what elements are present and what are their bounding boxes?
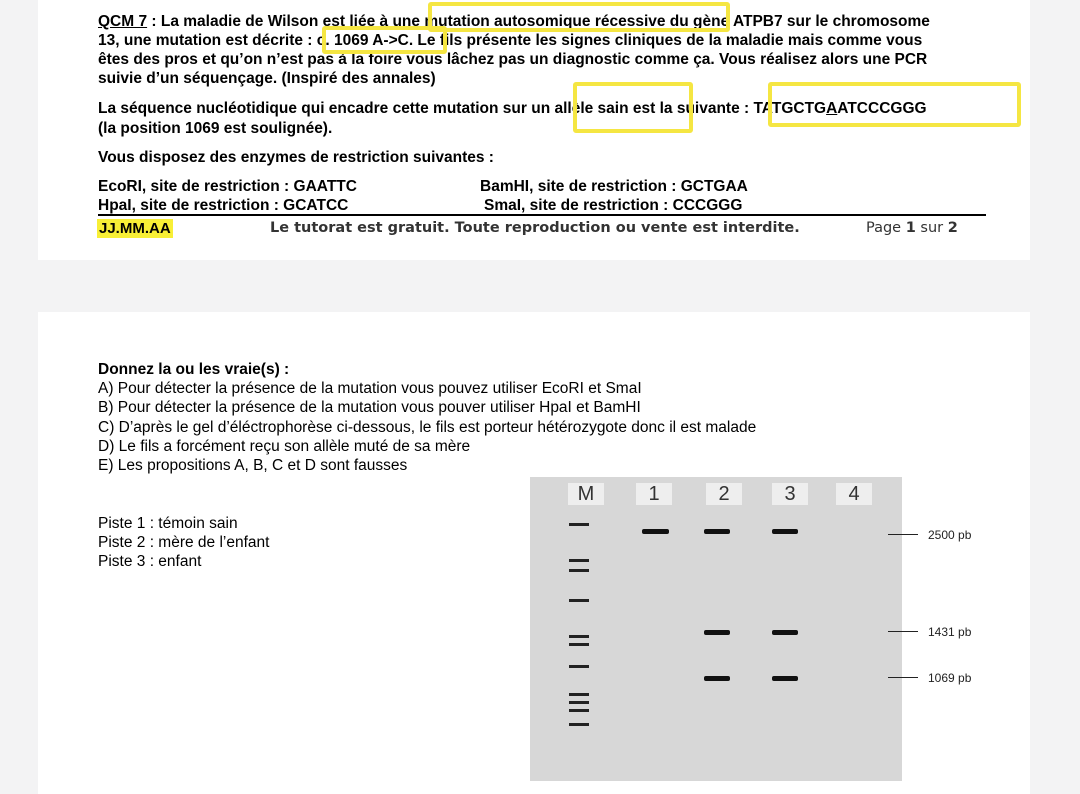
ladder-mark <box>569 523 589 526</box>
lane-legend-2: Piste 2 : mère de l’enfant <box>98 534 270 551</box>
footer-notice: Le tutorat est gratuit. Toute reproduction ou vente est interdite. <box>270 220 800 236</box>
ladder-mark <box>569 665 589 668</box>
ladder-mark <box>569 643 589 646</box>
band-lane3-1431 <box>772 630 798 635</box>
question-title: Donnez la ou les vraie(s) : <box>98 361 290 378</box>
size-label-1069: 1069 pb <box>928 671 972 685</box>
lane-legend-3: Piste 3 : enfant <box>98 553 202 570</box>
size-label-1431: 1431 pb <box>928 625 972 639</box>
sequence-intro: La séquence nucléotidique qui encadre cette mutation sur un allèle sain est la suivante : <box>98 100 754 117</box>
sequence-after: ATCCCGGG <box>837 100 927 117</box>
qcm-line-1 <box>98 12 930 31</box>
option-c: C) D’après le gel d’éléctrophorèse ci-dessous, le fils est porteur hétérozygote donc il est malade <box>98 419 757 436</box>
lane-legend-1: Piste 1 : témoin sain <box>98 515 238 532</box>
band-lane2-1069 <box>704 676 730 681</box>
band-lane1-2500 <box>642 529 669 534</box>
lane-label-1: 1 <box>636 483 672 505</box>
lane-label-3: 3 <box>772 483 808 505</box>
footer-page-number: Page 1 sur 2 <box>866 220 958 236</box>
enzyme-ecori: EcoRI, site de restriction : GAATTC <box>98 178 357 195</box>
ladder-mark <box>569 709 589 712</box>
ladder-mark <box>569 569 589 572</box>
option-a: A) Pour détecter la présence de la mutation vous pouvez utiliser EcoRI et SmaI <box>98 380 642 397</box>
band-lane2-1431 <box>704 630 730 635</box>
option-b: B) Pour détecter la présence de la mutation vous pouver utiliser HpaI et BamHI <box>98 399 641 416</box>
ladder-mark <box>569 723 589 726</box>
size-label-2500: 2500 pb <box>928 528 972 542</box>
size-tick-2500 <box>888 534 918 535</box>
lane-label-2: 2 <box>706 483 742 505</box>
ladder-mark <box>569 559 589 562</box>
footer-rule <box>98 214 986 216</box>
qcm-text-1: : La maladie de Wilson est liée à une mutation autosomique récessive du gène ATPB7 sur le chromosome <box>147 13 930 30</box>
qcm-line-3: êtes des pros et qu’on n’est pas à la foire vous lâchez pas un diagnostic comme ça. Vous réalisez alors une PCR <box>98 51 928 68</box>
option-d: D) Le fils a forcément reçu son allèle muté de sa mère <box>98 438 471 455</box>
electrophoresis-gel <box>530 477 902 781</box>
enzyme-bamhi: BamHI, site de restriction : GCTGAA <box>480 178 748 195</box>
band-lane3-2500 <box>772 529 798 534</box>
ladder-mark <box>569 693 589 696</box>
qcm-line-4: suivie d’un séquençage. (Inspiré des annales) <box>98 70 436 87</box>
sequence-before: TATGCTG <box>753 100 827 117</box>
sequence-underlined-base: A <box>826 100 838 117</box>
ladder-mark <box>569 599 589 602</box>
size-tick-1431 <box>888 631 918 632</box>
qcm-line-2: 13, une mutation est décrite : c. 1069 A->C. Le fils présente les signes cliniques de la maladie mais comme vous <box>98 32 923 49</box>
ladder-mark <box>569 701 589 704</box>
sequence-note: (la position 1069 est soulignée). <box>98 120 333 137</box>
lane-label-m: M <box>568 483 604 505</box>
enzymes-title: Vous disposez des enzymes de restriction suivantes : <box>98 149 494 166</box>
qcm-label: QCM 7 <box>98 13 148 30</box>
enzyme-smai: SmaI, site de restriction : CCCGGG <box>484 197 743 214</box>
lane-label-4: 4 <box>836 483 872 505</box>
sequence-line <box>98 99 927 118</box>
enzyme-hpai: HpaI, site de restriction : GCATCC <box>98 197 349 214</box>
band-lane2-2500 <box>704 529 730 534</box>
footer-date-tag: JJ.MM.AA <box>99 220 171 237</box>
option-e: E) Les propositions A, B, C et D sont fausses <box>98 457 408 474</box>
ladder-mark <box>569 635 589 638</box>
band-lane3-1069 <box>772 676 798 681</box>
size-tick-1069 <box>888 677 918 678</box>
